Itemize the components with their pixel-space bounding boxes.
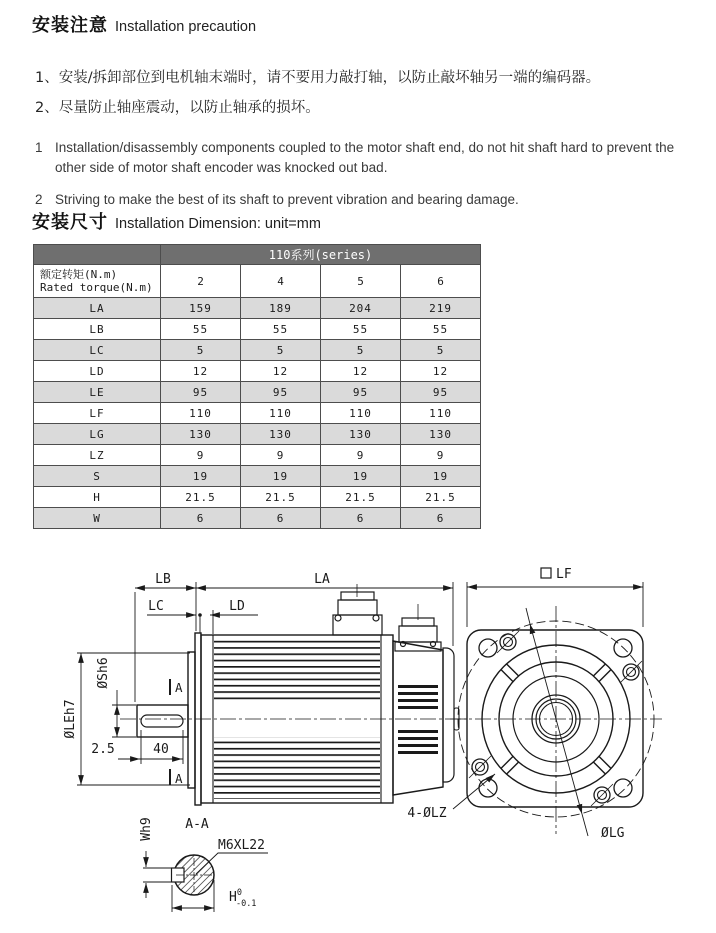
shaft-section-view xyxy=(172,855,215,895)
dim-label-2-5: 2.5 xyxy=(91,742,115,757)
dim-label-lc: LC xyxy=(148,599,164,614)
dimension-heading-zh: 安装尺寸 xyxy=(32,212,108,233)
motor-side-view xyxy=(137,592,459,805)
table-row: LG 130 130 130 130 xyxy=(34,424,481,445)
rated-torque-zh: 额定转矩(N.m) xyxy=(40,268,118,281)
precaution-heading xyxy=(32,11,256,37)
table-corner-cell xyxy=(34,245,161,265)
vent-slots xyxy=(398,685,438,754)
installation-drawing xyxy=(0,540,716,933)
screw-hole xyxy=(497,631,519,653)
table-row: LZ 9 9 9 9 xyxy=(34,445,481,466)
dim-label-pilot-dia: ØLEh7 xyxy=(63,699,78,739)
precaution-item-en-1 xyxy=(35,138,707,177)
cooling-fins-top xyxy=(214,639,380,701)
encoder-housing xyxy=(393,641,459,795)
dim-label-ld: LD xyxy=(229,599,245,614)
series-header-cell: 110系列(series) xyxy=(161,245,481,265)
precaution-item-en-2 xyxy=(35,190,707,210)
dimension-heading-en: Installation Dimension: unit=mm xyxy=(115,216,321,232)
table-row: LB 55 55 55 55 xyxy=(34,319,481,340)
table-row: LA 159 189 204 219 xyxy=(34,298,481,319)
torque-col-4: 6 xyxy=(401,265,481,298)
section-mark-top: A xyxy=(175,680,183,695)
column-header-row xyxy=(34,265,481,298)
table-row: S 19 19 19 19 xyxy=(34,466,481,487)
section-mark-bottom: A xyxy=(175,771,183,786)
pilot-boss xyxy=(188,652,195,788)
power-connector xyxy=(333,592,382,635)
dim-label-lz: 4-ØLZ xyxy=(407,806,447,821)
table-row: LE 95 95 95 95 xyxy=(34,382,481,403)
rated-torque-en: Rated torque(N.m) xyxy=(40,281,153,294)
item-text: Striving to make the best of its shaft to prevent vibration and bearing damage. xyxy=(55,192,519,207)
precaution-heading-en: Installation precaution xyxy=(115,19,257,35)
dimension-table xyxy=(33,244,481,529)
table-row: H 21.5 21.5 21.5 21.5 xyxy=(34,487,481,508)
torque-col-1: 2 xyxy=(161,265,241,298)
dimension-table-wrapper xyxy=(33,244,481,529)
table-row: LF 110 110 110 110 xyxy=(34,403,481,424)
precaution-item-zh-2: 2、尽量防止轴座震动，以防止轴承的损坏。 xyxy=(35,100,320,116)
dim-label-lg: ØLG xyxy=(601,826,625,841)
precaution-item-zh-1: 1、安装/拆卸部位到电机轴末端时，请不要用力敲打轴，以防止敲坏轴另一端的编码器。 xyxy=(35,70,601,86)
dim-label-40: 40 xyxy=(153,742,169,757)
dim-label-la: LA xyxy=(314,572,330,587)
series-header-row xyxy=(34,245,481,265)
dim-label-shaft-dia: ØSh6 xyxy=(96,657,111,689)
dimension-heading xyxy=(32,208,321,234)
cooling-fins-bottom xyxy=(214,737,380,799)
table-row: W 6 6 6 6 xyxy=(34,508,481,529)
square-symbol xyxy=(541,568,551,578)
h-dimension-label: $H^0$ -0.1 xyxy=(229,888,257,909)
shaft xyxy=(137,705,188,737)
key-width-label: Wh9 xyxy=(139,817,154,841)
table-row: LD 12 12 12 12 xyxy=(34,361,481,382)
rated-torque-header xyxy=(34,265,161,298)
section-title: A-A xyxy=(185,817,209,832)
precaution-heading-zh: 安装注意 xyxy=(32,15,108,36)
key-spec-label: M6XL22 xyxy=(218,838,265,853)
table-row: LC 5 5 5 5 xyxy=(34,340,481,361)
torque-col-3: 5 xyxy=(321,265,401,298)
torque-col-2: 4 xyxy=(241,265,321,298)
item-text: Installation/disassembly components coupled to the motor shaft end, do not hit shaft hard to prevent the other side of motor shaft encoder was knocked out bad. xyxy=(55,140,675,175)
dim-label-lf: LF xyxy=(556,567,572,582)
dim-label-lb: LB xyxy=(155,572,171,587)
item-number: 1 xyxy=(35,140,43,155)
item-number: 2 xyxy=(35,192,43,207)
shaft-keyway xyxy=(141,715,183,727)
